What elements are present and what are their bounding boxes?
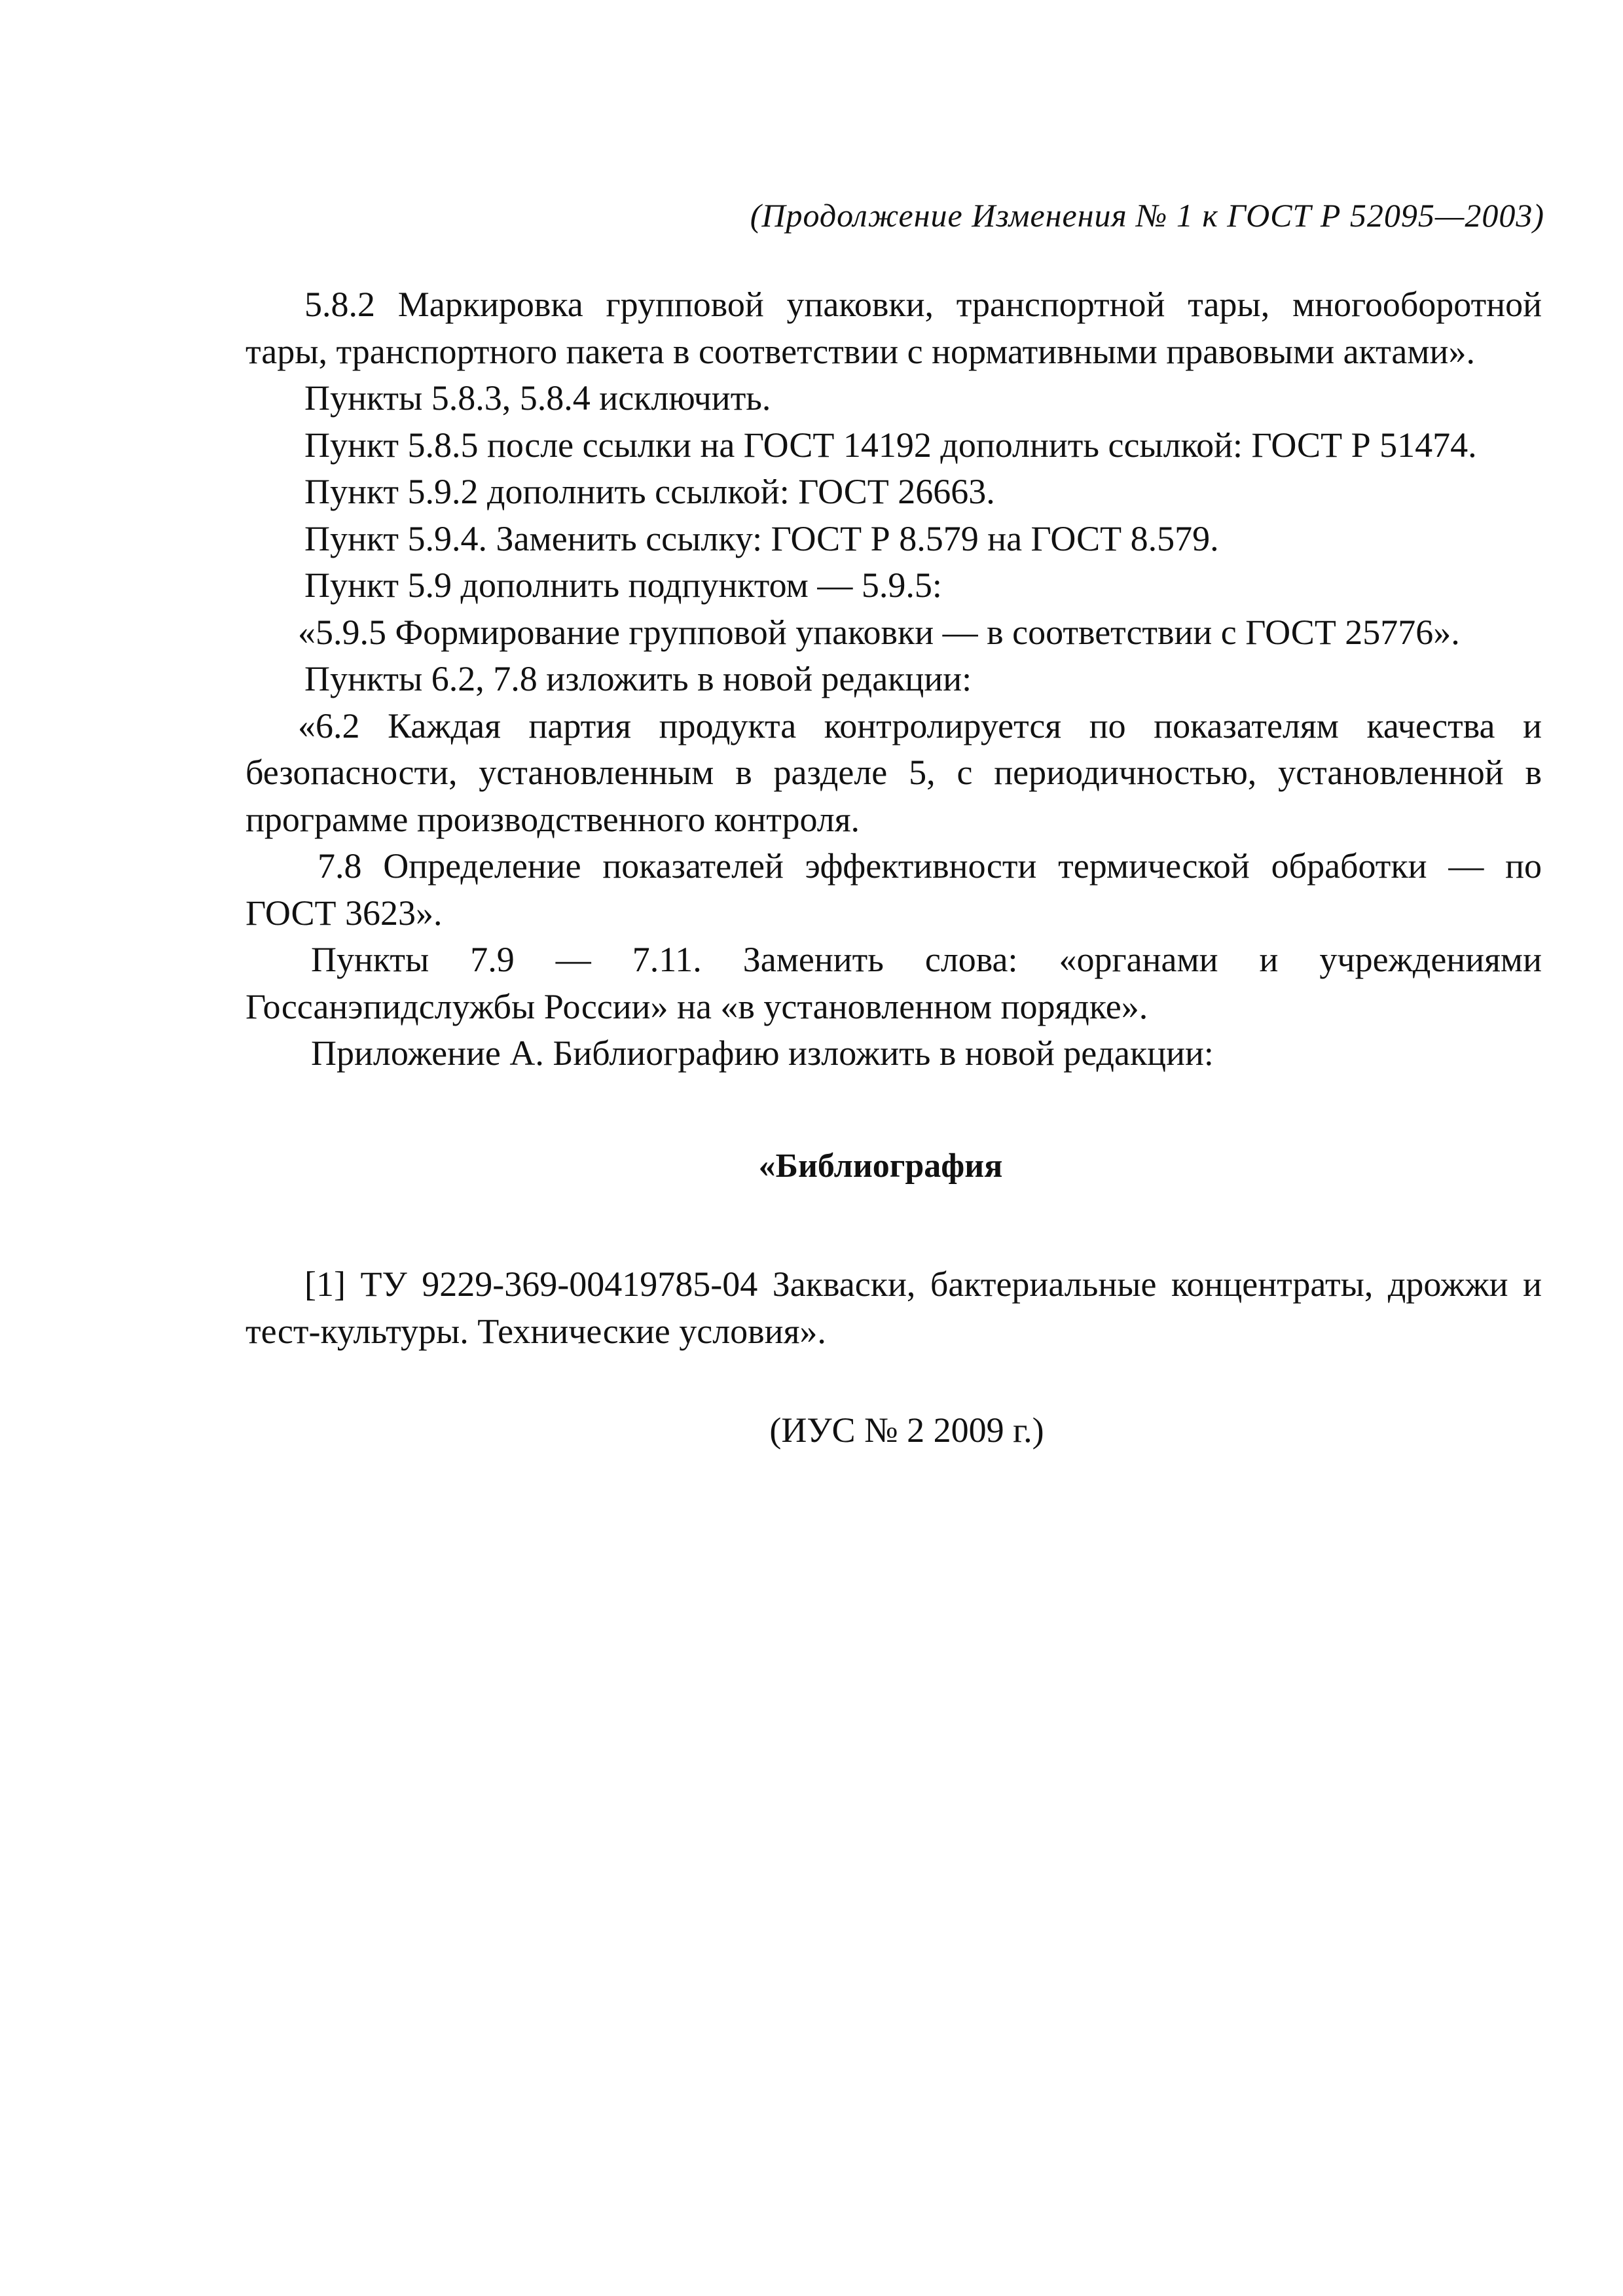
paragraph-appendix-a: Приложение А. Библиографию изложить в новой редакции:	[311, 1033, 1214, 1073]
paragraph-items-7-9: Пункты 7.9 — 7.11. Заменить слова: «органами и учреждениями Госсанэпидслужбы России» на «в установленном порядке».	[246, 940, 1542, 1026]
paragraph-item-5-9-2: Пункт 5.9.2 дополнить ссылкой: ГОСТ 26663.	[304, 472, 995, 511]
bibliography-heading: «Библиография	[758, 1147, 1003, 1185]
paragraph-item-5-8-5: Пункт 5.8.5 после ссылки на ГОСТ 14192 дополнить ссылкой: ГОСТ Р 51474.	[304, 425, 1477, 465]
ius-reference: (ИУС № 2 2009 г.)	[769, 1410, 1044, 1450]
paragraph-6-2: «6.2 Каждая партия продукта контролируется по показателям качества и безопасности, установленным в разделе 5, с периодичностью, установленной в программе производственного контроля.	[246, 706, 1542, 839]
paragraph-7-8: 7.8 Определение показателей эффективности термической обработки — по ГОСТ 3623».	[246, 846, 1542, 933]
bibliography-entry: [1] ТУ 9229-369-00419785-04 Закваски, бактериальные концентраты, дрожжи и тест-культуры. Технические условия».	[246, 1265, 1542, 1351]
document-body	[246, 281, 1542, 1454]
paragraph-item-5-9: Пункт 5.9 дополнить подпунктом — 5.9.5:	[304, 565, 942, 605]
paragraph-5-8-2: 5.8.2 Маркировка групповой упаковки, транспортной тары, многооборотной тары, транспортного пакета в соответствии с нормативными правовыми актами».	[246, 285, 1542, 371]
continuation-header: (Продолжение Изменения № 1 к ГОСТ Р 52095—2003)	[750, 197, 1544, 234]
paragraph-item-5-9-4: Пункт 5.9.4. Заменить ссылку: ГОСТ Р 8.579 на ГОСТ 8.579.	[304, 518, 1219, 558]
paragraph-5-9-5: «5.9.5 Формирование групповой упаковки — в соответствии с ГОСТ 25776».	[298, 612, 1460, 652]
paragraph-items-6-2: Пункты 6.2, 7.8 изложить в новой редакции:	[304, 659, 972, 698]
paragraph-items-5-8-3: Пункты 5.8.3, 5.8.4 исключить.	[304, 378, 771, 418]
